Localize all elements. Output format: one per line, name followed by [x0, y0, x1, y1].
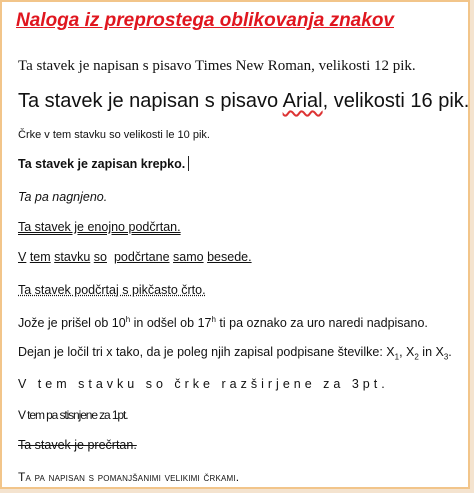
word-underlined-sentence	[18, 250, 252, 264]
dotted-underline-sentence: Ta stavek podčrtaj s pikčasto črto.	[18, 283, 206, 297]
arial-word: Arial	[282, 90, 323, 112]
subscript-text: in X	[418, 345, 444, 359]
arial-sentence-start: Ta stavek je napisan s pisavo	[18, 90, 283, 112]
subscript: 1	[394, 352, 400, 362]
bold-sentence	[18, 156, 189, 171]
small-size-sentence: Črke v tem stavku so velikosti le 10 pik.	[18, 129, 210, 141]
bold-sentence-text: Ta stavek je zapisan krepko.	[18, 157, 186, 171]
superscript-text: Jože je prišel ob 10	[18, 316, 126, 331]
underlined-word: tem	[29, 250, 51, 264]
times-new-roman-sentence: Ta stavek je napisan s pisavo Times New Roman, velikosti 12 pik.	[18, 58, 416, 74]
underlined-word: stavku	[54, 250, 91, 264]
single-underlined-sentence: Ta stavek je enojno podčrtan.	[18, 220, 181, 234]
superscript: h	[125, 315, 131, 324]
underlined-word: podčrtane	[113, 250, 170, 264]
superscript-text: in odšel ob 17	[130, 316, 212, 331]
superscript: h	[211, 315, 216, 324]
italic-sentence: Ta pa nagnjeno.	[18, 190, 108, 204]
condensed-spacing-sentence: V tem pa stisnjene za 1pt.	[18, 408, 128, 422]
underlined-word: besede.	[207, 250, 252, 264]
arial-sentence	[18, 90, 469, 113]
underlined-word: samo	[173, 250, 204, 264]
text-cursor	[188, 156, 189, 171]
subscript: 2	[414, 352, 419, 362]
subscript: 3	[443, 352, 449, 362]
arial-sentence-end: , velikosti 16 pik.	[322, 90, 470, 112]
superscript-text: ti pa oznako za uro naredi nadpisano.	[215, 316, 428, 331]
small-caps-sentence: Ta pa napisan s pomanjšanimi velikimi črkami.	[18, 470, 240, 484]
underlined-word: so	[93, 250, 107, 264]
subscript-text: .	[448, 345, 452, 359]
subscript-sentence	[18, 345, 452, 362]
document-title: Naloga iz preprostega oblikovanja znakov	[16, 10, 394, 31]
subscript-text: , X	[399, 345, 415, 359]
expanded-spacing-sentence: V tem stavku so črke razširjene za 3pt.	[18, 377, 389, 391]
superscript-sentence	[18, 315, 428, 330]
underlined-word: V	[18, 250, 27, 264]
strikethrough-sentence: Ta stavek je prečrtan.	[18, 438, 137, 452]
subscript-text: Dejan je ločil tri x tako, da je poleg njih zapisal podpisane številke: X	[18, 345, 395, 359]
